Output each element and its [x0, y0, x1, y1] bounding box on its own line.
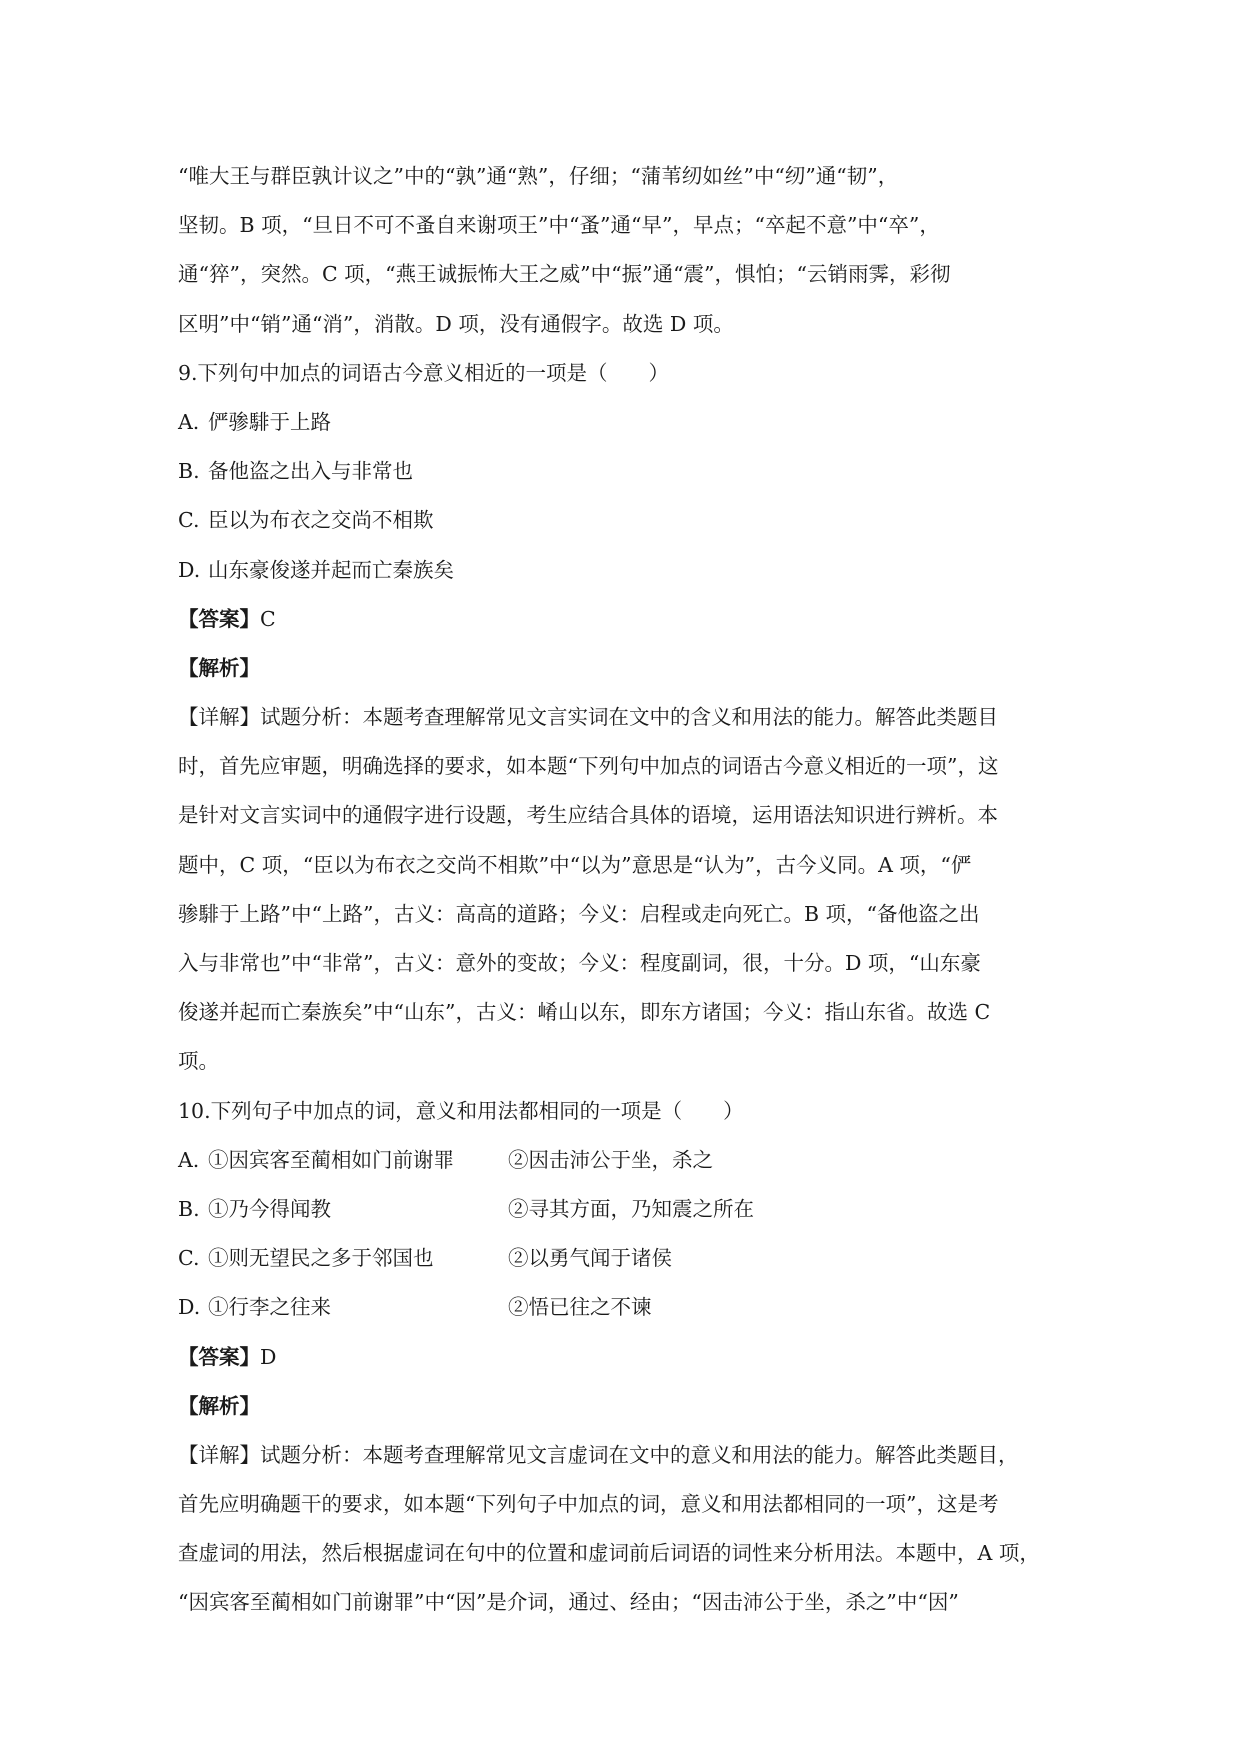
- option-text: 备他盗之出入与非常也: [208, 459, 413, 484]
- option-text: 俨骖騑于上路: [208, 409, 331, 434]
- option-letter: C.: [178, 508, 200, 533]
- option-first: ①因宾客至蔺相如门前谢罪: [208, 1147, 454, 1172]
- option-a: [178, 398, 1068, 447]
- question-9: [178, 349, 1068, 1087]
- answer-value: D: [260, 1344, 277, 1369]
- text-line: 首先应明确题干的要求，如本题“下列句子中加点的词，意义和用法都相同的一项”，这是考: [178, 1492, 999, 1517]
- text-line: 时，首先应审题，明确选择的要求，如本题“下列句中加点的词语古今意义相近的一项”，这: [178, 754, 999, 779]
- option-b: [178, 447, 1068, 496]
- option-text: 山东豪俊遂并起而亡秦族矣: [208, 557, 454, 582]
- text-line: 坚韧。B 项，“旦日不可不蚤自来谢项王”中“蚤”通“早”，早点；“卒起不意”中“卒”，: [178, 213, 940, 238]
- analysis-label: [178, 644, 1068, 693]
- option-text: 臣以为布衣之交尚不相欺: [208, 508, 434, 533]
- option-c: [178, 496, 1068, 545]
- option-d: [178, 546, 1068, 595]
- detail-explanation: [178, 1431, 1068, 1628]
- text-line: 项。: [178, 1049, 219, 1074]
- answer-line: [178, 595, 1068, 644]
- answer-value: C: [260, 606, 276, 631]
- option-first: ①乃今得闻教: [208, 1196, 331, 1221]
- prev-explanation: [178, 152, 1068, 349]
- text-line: “因宾客至蔺相如门前谢罪”中“因”是介词，通过、经由；“因击沛公于坐，杀之”中“因”: [178, 1590, 959, 1615]
- text-line: 入与非常也”中“非常”，古义：意外的变故；今义：程度副词，很，十分。D 项，“山东豪: [178, 951, 981, 975]
- text-line: 俊遂并起而亡秦族矣”中“山东”，古义：崤山以东，即东方诸国；今义：指山东省。故选 C: [178, 1000, 991, 1025]
- option-letter: D.: [178, 557, 201, 582]
- analysis-heading: 【解析】: [178, 1393, 260, 1418]
- text-line: 是针对文言实词中的通假字进行设题，考生应结合具体的语境，运用语法知识进行辨析。本: [178, 803, 998, 828]
- option-a: [178, 1136, 1068, 1185]
- option-letter: C.: [178, 1246, 200, 1271]
- question-stem: 9.下列句中加点的词语古今意义相近的一项是（ ）: [178, 360, 670, 385]
- question-stem: 10.下列句子中加点的词，意义和用法都相同的一项是（ ）: [178, 1098, 744, 1123]
- option-letter: B.: [178, 1196, 200, 1221]
- detail-explanation: [178, 693, 1068, 1087]
- question-10: [178, 1087, 1068, 1628]
- text-line: 骖騑于上路”中“上路”，古义：高高的道路；今义：启程或走向死亡。B 项，“备他盗之出: [178, 901, 980, 926]
- text-line: 查虚词的用法，然后根据虚词在句中的位置和虚词前后词语的词性来分析用法。本题中，A 项，: [178, 1541, 1040, 1566]
- option-letter: B.: [178, 459, 200, 484]
- option-letter: A.: [178, 409, 200, 434]
- option-d: [178, 1283, 1068, 1332]
- option-first: ①行李之往来: [208, 1295, 331, 1320]
- text-line: 【详解】试题分析：本题考查理解常见文言虚词在文中的意义和用法的能力。解答此类题目，: [178, 1442, 1019, 1467]
- option-second: ②寻其方面，乃知震之所在: [508, 1196, 754, 1221]
- text-line: 题中，C 项，“臣以为布衣之交尚不相欺”中“以为”意思是“认为”，古今义同。A 项，“俨: [178, 852, 972, 877]
- option-second: ②悟已往之不谏: [508, 1295, 652, 1320]
- option-letter: D.: [178, 1295, 201, 1320]
- text-line: “唯大王与群臣孰计议之”中的“孰”通“熟”，仔细；“蒲苇纫如丝”中“纫”通“韧”，: [178, 164, 899, 188]
- answer-label: 【答案】: [178, 606, 260, 631]
- analysis-label: [178, 1382, 1068, 1431]
- answer-label: 【答案】: [178, 1344, 260, 1369]
- text-line: 区明”中“销”通“消”，消散。D 项，没有通假字。故选 D 项。: [178, 311, 734, 336]
- option-letter: A.: [178, 1147, 200, 1172]
- document-page: [178, 152, 1068, 1628]
- option-c: [178, 1234, 1068, 1283]
- option-first: ①则无望民之多于邻国也: [208, 1246, 434, 1271]
- option-second: ②因击沛公于坐，杀之: [508, 1147, 713, 1172]
- text-line: 通“猝”，突然。C 项，“燕王诚振怖大王之威”中“振”通“震”，惧怕；“云销雨霁，彩彻: [178, 262, 951, 287]
- option-b: [178, 1185, 1068, 1234]
- analysis-heading: 【解析】: [178, 655, 260, 680]
- text-line: 【详解】试题分析：本题考查理解常见文言实词在文中的含义和用法的能力。解答此类题目: [178, 705, 998, 730]
- answer-line: [178, 1333, 1068, 1382]
- option-second: ②以勇气闻于诸侯: [508, 1246, 672, 1271]
